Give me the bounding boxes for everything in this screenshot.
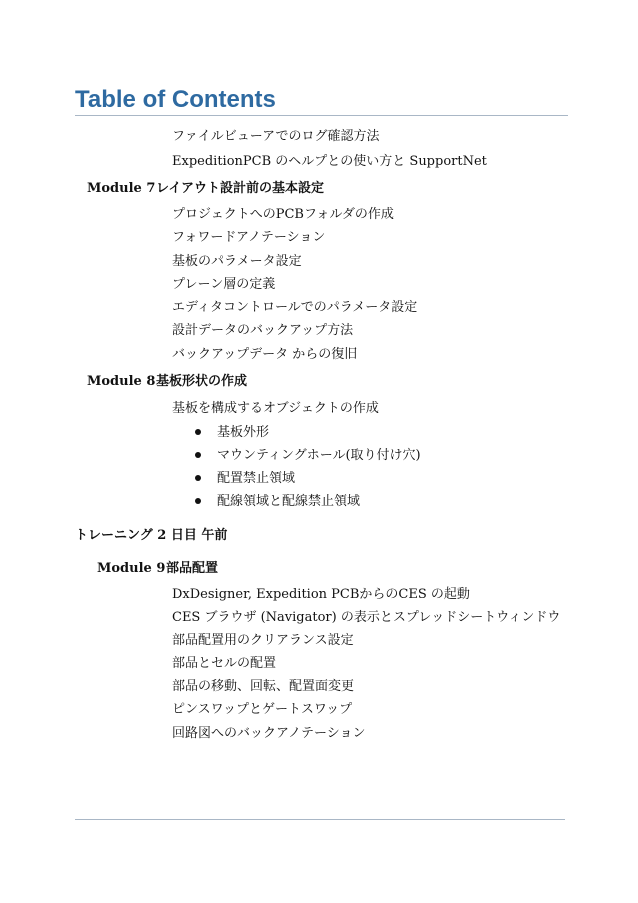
toc-entry-restore-backup[interactable]: バックアップデータ からの復旧 — [172, 347, 358, 362]
module-8-heading[interactable] — [87, 373, 247, 391]
toc-entry-board-objects[interactable]: 基板を構成するオブジェクトの作成 — [172, 401, 379, 416]
module-9-title: 部品配置 — [166, 561, 219, 576]
toc-entry-pcb-folder[interactable]: プロジェクトへのPCBフォルダの作成 — [172, 207, 394, 222]
bullet-icon — [195, 452, 201, 458]
bullet-icon — [195, 429, 201, 435]
toc-bullet-board-outline[interactable] — [195, 424, 269, 442]
toc-entry-editor-control[interactable]: エディタコントロールでのパラメータ設定 — [172, 300, 418, 315]
bullet-text: 配置禁止領域 — [217, 471, 296, 486]
toc-entry-placement-clearance[interactable]: 部品配置用のクリアランス設定 — [172, 633, 354, 648]
module-9-heading[interactable] — [97, 560, 218, 578]
module-8-title: 基板形状の作成 — [156, 374, 248, 389]
module-7-title: レイアウト設計前の基本設定 — [156, 181, 324, 196]
toc-entry-back-annotation[interactable]: 回路図へのバックアノテーション — [172, 726, 366, 741]
bullet-text: 配線領域と配線禁止領域 — [217, 494, 361, 509]
training-day-2-heading: トレーニング 2 日目 午前 — [75, 528, 228, 543]
footer-divider — [75, 819, 565, 820]
bullet-icon — [195, 498, 201, 504]
toc-entry-backup-method[interactable]: 設計データのバックアップ方法 — [172, 323, 354, 338]
toc-entry-ces-navigator[interactable]: CES ブラウザ (Navigator) の表示とスプレッドシートウィンドウ — [172, 610, 561, 625]
toc-entry-help-supportnet[interactable]: ExpeditionPCB のヘルプとの使い方と SupportNet — [172, 154, 487, 169]
toc-entry-log-viewer[interactable]: ファイルビューアでのログ確認方法 — [172, 129, 380, 144]
toc-entry-forward-annotation[interactable]: フォワードアノテーション — [172, 230, 326, 245]
bullet-icon — [195, 475, 201, 481]
module-7-heading[interactable] — [87, 180, 324, 198]
toc-entry-plane-layers[interactable]: プレーン層の定義 — [172, 277, 276, 292]
toc-entry-move-rotate[interactable]: 部品の移動、回転、配置面変更 — [172, 679, 355, 694]
module-7-number: Module 7 — [87, 181, 156, 196]
toc-entry-ces-launch[interactable]: DxDesigner, Expedition PCBからのCES の起動 — [172, 587, 470, 602]
bullet-text: 基板外形 — [217, 425, 270, 440]
toc-bullet-placement-keepout[interactable] — [195, 470, 295, 488]
module-9-number: Module 9 — [97, 561, 166, 576]
toc-bullet-mounting-holes[interactable] — [195, 447, 421, 465]
toc-entry-part-cell-placement[interactable]: 部品とセルの配置 — [172, 656, 277, 671]
toc-entry-board-parameters[interactable]: 基板のパラメータ設定 — [172, 254, 302, 269]
toc-entry-pin-gate-swap[interactable]: ピンスワップとゲートスワップ — [172, 702, 353, 717]
bullet-text: マウンティングホール(取り付け穴) — [217, 448, 421, 463]
page-title: Table of Contents — [75, 86, 276, 113]
module-8-number: Module 8 — [87, 374, 156, 389]
toc-bullet-routing-areas[interactable] — [195, 493, 360, 511]
